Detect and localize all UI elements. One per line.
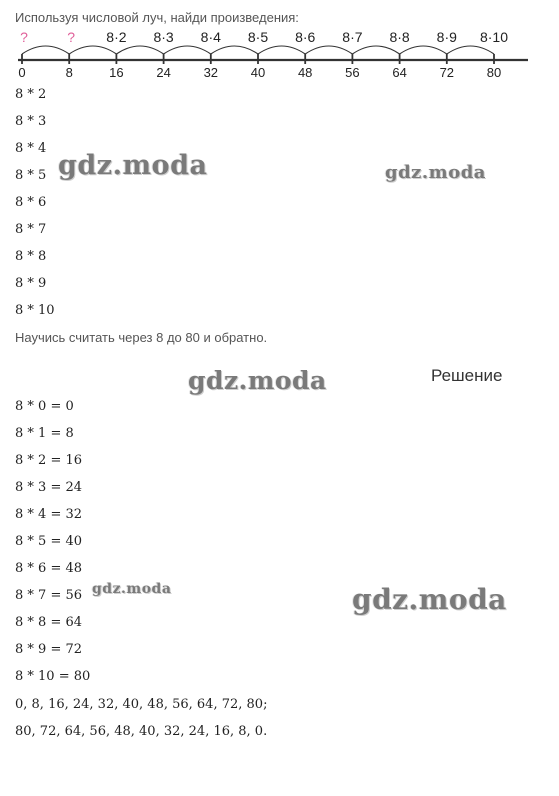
- number-line-product-label: 8·10: [479, 29, 509, 45]
- task-item: 8 * 6: [15, 195, 47, 210]
- number-line-arc: [211, 46, 258, 54]
- solution-item: 8 * 2 = 16: [15, 453, 83, 468]
- solution-item: 8 * 3 = 24: [15, 480, 83, 495]
- number-line-tick-label: 24: [156, 65, 171, 80]
- sequence-forward: 0, 8, 16, 24, 32, 40, 48, 56, 64, 72, 80;: [15, 697, 268, 712]
- task-item: 8 * 10: [15, 303, 55, 318]
- task-item: 8 * 4: [15, 141, 47, 156]
- number-line-tick-label: 72: [439, 65, 455, 80]
- number-line-tick-label: 16: [109, 65, 124, 80]
- sequence-backward: 80, 72, 64, 56, 48, 40, 32, 24, 16, 8, 0.: [15, 724, 268, 739]
- watermark-logo: gdz.moda: [92, 581, 172, 597]
- watermark-logo: gdz.moda: [58, 150, 208, 181]
- number-line-arc: [447, 46, 494, 54]
- number-line-product-label: 8·2: [106, 29, 127, 45]
- number-line-arc: [116, 46, 163, 54]
- number-line-tick-label: 64: [392, 65, 407, 80]
- number-line-product-label: 8·4: [200, 29, 221, 45]
- solution-item: 8 * 9 = 72: [15, 642, 83, 657]
- number-line-arc: [400, 46, 447, 54]
- solution-item: 8 * 10 = 80: [15, 669, 91, 684]
- solution-item: 8 * 8 = 64: [15, 615, 83, 630]
- watermark-logo: gdz.moda: [385, 162, 486, 183]
- number-line-product-label: 8·7: [342, 29, 363, 45]
- number-line-arc: [352, 46, 399, 54]
- hint-text: Научись считать через 8 до 80 и обратно.: [15, 330, 268, 345]
- number-line-product-label: 8·8: [389, 29, 410, 45]
- solution-item: 8 * 7 = 56: [15, 588, 83, 603]
- instruction-text: Используя числовой луч, найди произведения:: [15, 10, 299, 25]
- watermark-logo: gdz.moda: [188, 366, 327, 395]
- solution-item: 8 * 5 = 40: [15, 534, 83, 549]
- number-line-product-label: 8·9: [436, 29, 457, 45]
- task-item: 8 * 3: [15, 114, 47, 129]
- number-line-product-label: 8·6: [295, 29, 316, 45]
- number-line-question-mark: ?: [20, 29, 28, 45]
- number-line-tick-label: 80: [486, 65, 502, 80]
- task-item: 8 * 2: [15, 87, 47, 102]
- number-line-arc: [164, 46, 211, 54]
- watermark-logo: gdz.moda: [352, 583, 507, 616]
- task-item: 8 * 5: [15, 168, 47, 183]
- number-line-tick-label: 0: [18, 65, 26, 80]
- solution-item: 8 * 0 = 0: [15, 399, 74, 414]
- number-line-product-label: 8·3: [153, 29, 174, 45]
- number-line-product-label: 8·5: [247, 29, 269, 45]
- number-line-tick-label: 56: [345, 65, 360, 80]
- number-line-arc: [258, 46, 305, 54]
- solution-item: 8 * 6 = 48: [15, 561, 83, 576]
- number-line-tick-label: 32: [203, 65, 219, 80]
- number-line-tick-label: 40: [250, 65, 266, 80]
- number-line-tick-label: 8: [65, 65, 73, 80]
- solution-item: 8 * 4 = 32: [15, 507, 83, 522]
- number-line-tick-label: 48: [297, 65, 313, 80]
- number-line-arc: [305, 46, 352, 54]
- number-line-arc: [22, 46, 69, 54]
- number-line-question-mark: ?: [67, 29, 76, 45]
- task-item: 8 * 7: [15, 222, 47, 237]
- number-line-arc: [69, 46, 116, 54]
- task-item: 8 * 8: [15, 249, 47, 264]
- solution-item: 8 * 1 = 8: [15, 426, 74, 441]
- solution-heading: Решение: [431, 366, 503, 385]
- number-line-figure: [0, 26, 559, 82]
- task-item: 8 * 9: [15, 276, 47, 291]
